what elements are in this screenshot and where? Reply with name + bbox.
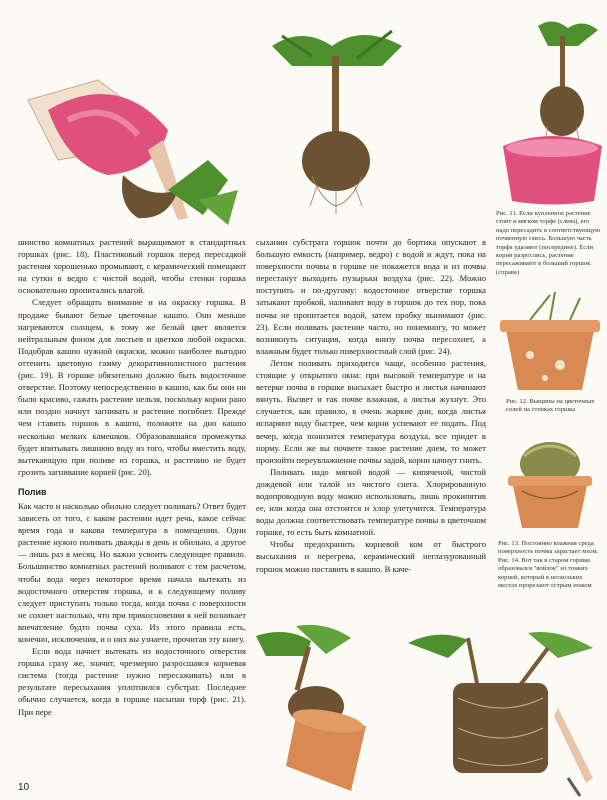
illustration-fig-11-pink-pot	[498, 16, 604, 206]
paragraph: шинство комнатных растений выращивают в стандартных горшках (рис. 18). Пластиковый горшок перед пересадкой растения хорошенько промывают, с керамический помещают на сутки в ведро с чистой водой, чтобы стенки горшка основательно пропитались влагой.	[18, 237, 246, 296]
paragraph: Как часто и насколько обильно следует поливать? Ответ будет зависеть от того, с каком растении идет речь, какое сейчас время года и какова температура в помещении. Одни растение нужно поливать дважды в день и обильно, а другое — лишь раз в месяц. Но важно усвоить следующее правило. Большинство комнатных растений поливают с тем расчетом, чтобы вода через некоторое время начала вытекать из водосточного отверстия горшка, и к следующему поливу следует приступать только тогда, когда почва с поверхности не сохнет настолько, что при прикосновении к ней возникает впечатление будто почва суха. Из этого правила есть, конечно, исключения, и о них вы узнаете, прочитав эту книгу.	[18, 500, 246, 644]
illustration-fig-11-root-ball	[262, 16, 412, 216]
illustration-fig-13-moss-pot	[502, 436, 598, 532]
paragraph: Следует обращать внимание и на окраску горшка. В продаже бывают белые цветочные кашпо. Они меньше нагреваются солнцем, к тому же белый цвет является нейтральным фоном для листьев и цветков любой окраски. Подобрав кашпо нужной окраски, можно наиболее выгодно оттенить цветовую гамму декоративнолистного растения (рис. 19). В горшке обязательно должно быть водосточное отверстие. Поэтому непосредственно в кашпо, как бы они ни было красиво, сажать растение нельзя, поскольку корни рано или поздно начнут загнивать и растение погибнет. Прежде чем ставить горшок в кашпо, положите на дно кашпо несколько мелких камешков. Образовавшаяся промежутка будет впитывать лишнюю воду из того, чтобы вместить воду, вытекающую при поливе из горшка, и растению не будет грозить загнивание корней (рис. 20).	[18, 297, 246, 477]
paragraph: Летом поливать приходится чаще, особенно растения, стоящие у открытого окна: при высокой температуре и на ветерке почва в горшке высыхает быстро и листья начинают вянуть. Вызвет и так почве влажная, а листья жухнут. Это случается, как правило, в очень жаркие дни, когда листья испаряют воду быстрее, чем корни успевают ее подать. Под вечер, когда понизится температура воздуха, все придет в норму. Если же вы почвете такое растение днем, то может произойти переувлажнение почвы задой, корни начнут гнить.	[256, 357, 486, 465]
illustration-fig-14-root-felt	[408, 628, 598, 798]
section-heading: Полив	[18, 486, 47, 497]
paragraph: Если вода начнет вытекать из водосточного отверстия горшка сразу же, значит, чрезмерно разросшаяся корневая система (тогда растение нужно пересаживать) или в результате пересыхания уплотнился субстрат. Последнее обычно случается, когда в горшке насыпан торф (рис. 21). При пере	[18, 646, 246, 717]
paragraph: Чтобы предохранить корневой ком от быстрого высыхания и перегрева, керамический неглазурованный горшок можно поставить в кашпо. В каче-	[256, 539, 486, 574]
paragraph: сыхании субстрата горшок почти до бортика опускают в большую емкость (например, ведро) с водой и ждут, пока на поверхности почвы в горшке не покажется вода и из почвы перестанут выходить пузырьки воздуха (рис. 22). Можно поступить и по-другому: водосточное отверстие горшка затыкают пробкой, наливают воду в горшок до тех пор, пока почва не пропитается водой, затем пробку вынимают (рис. 23). Если поливать растение часто, но понемногу, то может возникнуть ситуация, когда внизу почва пересохнет, а влажным будет только поверхностный слой (рис. 24).	[256, 237, 486, 356]
text-column-left	[18, 236, 246, 718]
illustration-fig-14-tilted-pot	[256, 626, 396, 796]
illustration-fig-10-hand-pink-pot	[28, 40, 248, 230]
caption-fig-13-14: Рис. 13. Постоянно влажная среда поверхность почвы зарастает мхом. Рис. 14. Вот так в старом горшке образовался "войлок" из тонких корней, который в нескольких местах прорезают острым ножом	[498, 540, 599, 590]
caption-fig-11: Рис. 11. Если купленное растение стоит в мягком торфе (слева), его надо пересадить в соответствующую почвенную смесь. Большую часть торфа удаляют (посередине). Если корни разрослись, растение пересаживают в больший горшок (справа)	[496, 210, 601, 276]
text-column-middle	[256, 236, 486, 575]
illustration-fig-12-terracotta-pot	[500, 290, 600, 395]
page-number: 10	[18, 782, 30, 793]
paragraph: Поливать надо мягкой водой — кипяченой, чистой дождевой или талой из чистого снега. Хлорированную водопроводную воду можно использовать, лишь прокипятив ее, или когда она отстоится и хлор улетучится. Температура воды должна соответствовать температуре почвы в цветочном горшке, то есть быть комнатной.	[256, 466, 486, 538]
caption-fig-12: Рис. 12. Выщипы на цветочных солей на стенках горшка	[506, 398, 595, 414]
